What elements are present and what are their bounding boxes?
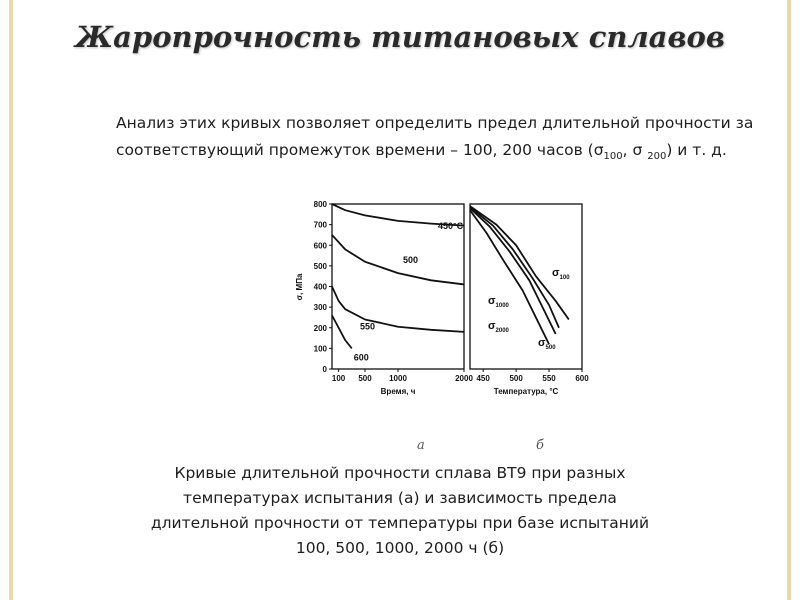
intro-line-2-prefix: соответствующий промежуток времени – 100, 200 часов (σ bbox=[116, 141, 604, 159]
panel-a-y-tick-label: 400 bbox=[313, 282, 327, 292]
panel-b-x-tick-label: 550 bbox=[542, 374, 556, 383]
panel-b-series-label-500: $\sigma_{500}$ bbox=[538, 337, 556, 351]
letter-b: б bbox=[536, 438, 544, 453]
sigma-200-subscript: 200 bbox=[647, 151, 667, 162]
panel-a-series-label-550: 550 bbox=[360, 321, 376, 332]
panel-a-y-tick-label: 200 bbox=[313, 323, 327, 333]
right-frame-stripe bbox=[787, 0, 791, 600]
panel-a-series-line-600 bbox=[332, 315, 352, 348]
panel-a-y-tick-label: 500 bbox=[313, 261, 327, 271]
panel-a-y-tick-label: 100 bbox=[313, 344, 327, 354]
intro-paragraph bbox=[116, 110, 776, 170]
panel-a-chart bbox=[295, 200, 473, 396]
panel-a-series-line-550 bbox=[332, 287, 464, 332]
intro-line-2-suffix: ) и т. д. bbox=[666, 141, 727, 159]
figure-caption: Кривые длительной прочности сплава ВТ9 при разных температурах испытания (а) и зависимость предела длительной прочности от температуры при базе испытаний 100, 500, 1000, 2000 ч (б) bbox=[150, 464, 650, 557]
panel-a-series-line-500 bbox=[332, 235, 464, 285]
letter-a: а bbox=[417, 438, 425, 453]
sigma-100-subscript: 100 bbox=[603, 151, 623, 162]
left-frame-stripe bbox=[9, 0, 13, 600]
panel-a-x-tick-label: 1000 bbox=[389, 374, 407, 383]
panel-b-chart bbox=[470, 204, 589, 396]
panel-a-y-tick-label: 600 bbox=[313, 241, 327, 251]
panel-b-series-label-2000: $\sigma_{2000}$ bbox=[488, 320, 509, 334]
panel-a-y-tick-label: 800 bbox=[313, 200, 327, 209]
panel-b-x-tick-label: 500 bbox=[509, 374, 523, 383]
intro-line-1: Анализ этих кривых позволяет определить предел длительной прочности за bbox=[116, 114, 754, 132]
panel-a-y-tick-label: 300 bbox=[313, 303, 327, 313]
panel-a-x-label: Время, ч bbox=[380, 387, 416, 396]
panel-a-y-tick-label: 0 bbox=[322, 365, 327, 374]
panel-a-y-tick-label: 700 bbox=[313, 220, 327, 230]
panel-b-x-tick-label: 600 bbox=[575, 374, 589, 383]
charts-figure bbox=[290, 192, 600, 407]
slide-title: Жаропрочность титановых сплавов bbox=[75, 20, 725, 54]
intro-line-2-mid: , σ bbox=[622, 141, 648, 159]
panel-a-series-label-450-c: 450°C bbox=[438, 220, 464, 231]
panel-b-series-label-1000: $\sigma_{1000}$ bbox=[488, 295, 509, 309]
panel-b-x-tick-label: 450 bbox=[476, 374, 490, 383]
panel-a-series-label-500: 500 bbox=[403, 255, 419, 266]
panel-a-y-label: σ, МПа bbox=[295, 273, 304, 301]
panel-a-x-tick-label: 500 bbox=[358, 374, 372, 383]
intro-line-2 bbox=[116, 137, 776, 170]
panel-b-series-line-500 bbox=[470, 207, 559, 328]
panel-a-x-tick-label: 2000 bbox=[455, 374, 473, 383]
panel-b-frame bbox=[470, 204, 582, 369]
figure-letters bbox=[0, 438, 800, 456]
panel-a-series-label-600: 600 bbox=[353, 352, 369, 363]
figure bbox=[290, 192, 600, 411]
panel-b-series-label-100: $\sigma_{100}$ bbox=[552, 267, 570, 281]
panel-a-x-tick-label: 100 bbox=[331, 374, 346, 383]
panel-b-x-label: Температура, °С bbox=[493, 387, 559, 396]
